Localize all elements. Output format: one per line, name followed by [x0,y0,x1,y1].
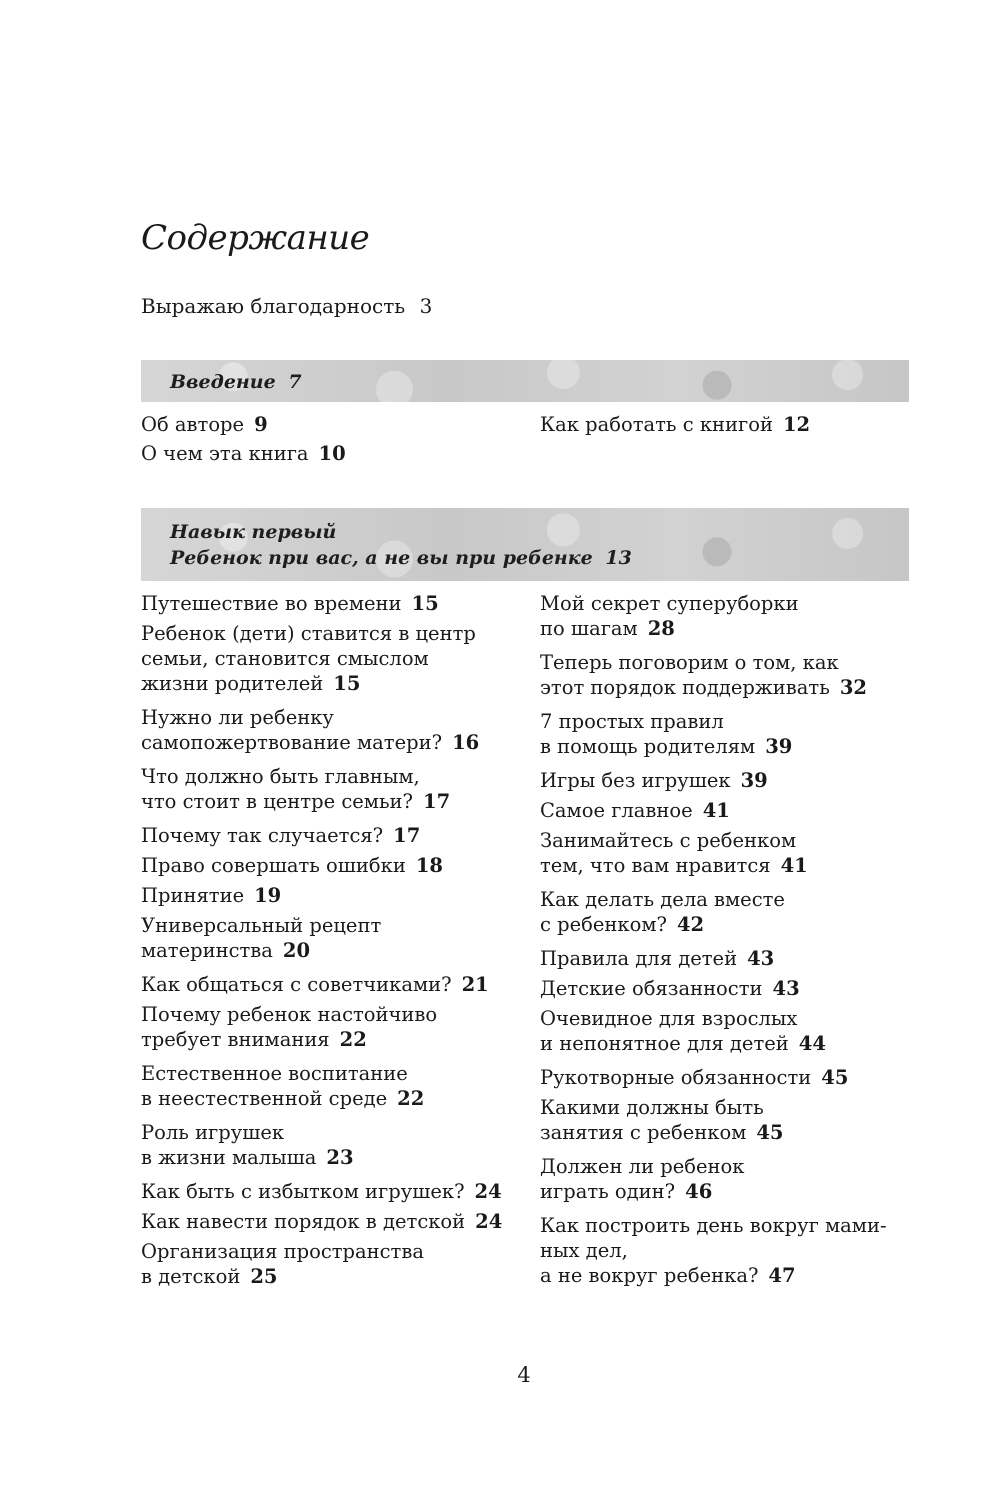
entry-text: семьи, становится смыслом [141,647,429,670]
entry-line [141,823,521,848]
entry-page: 45 [756,1121,784,1144]
entry-line [540,946,920,971]
entry-text: требует внимания [141,1028,330,1051]
entry-page: 47 [768,1264,796,1287]
toc-entry[interactable] [141,441,346,466]
entry-line [540,853,920,878]
entry-line [540,976,920,1001]
entry-line [141,789,521,814]
entry-line [141,913,521,938]
entry-text: а не вокруг ребенка? [540,1264,759,1287]
entry-text: Принятие [141,884,245,907]
entry-page: 28 [647,617,675,640]
section-page: 13 [605,547,632,569]
entry-line [141,1179,521,1204]
entry-text: в помощь родителям [540,735,756,758]
entry-page: 39 [765,735,793,758]
entry-line [141,1027,521,1052]
entry-line [540,1154,920,1179]
entry-line [141,730,521,755]
page-title: Содержание [141,218,370,258]
entry-text: Самое главное [540,799,693,822]
entry-text: Правила для детей [540,947,738,970]
toc-entry[interactable] [540,412,810,437]
toc-entry[interactable] [141,1120,521,1170]
entry-text: с ребенком? [540,913,667,936]
toc-entry[interactable] [540,798,920,823]
entry-page: 15 [333,672,361,695]
entry-text: Какими должны быть [540,1096,764,1119]
entry-line [141,591,521,616]
entry-text: играть один? [540,1180,676,1203]
entry-page: 17 [423,790,451,813]
entry-line [540,1263,920,1288]
entry-page: 43 [772,977,800,1000]
entry-text: занятия с ребенком [540,1121,747,1144]
entry-page: 16 [452,731,480,754]
toc-entry[interactable] [540,1006,920,1056]
entry-text: жизни родителей [141,672,324,695]
entry-line [141,646,521,671]
skill-one-column-left [141,591,521,1298]
entry-text: Ребенок (дети) ставится в центр [141,622,476,645]
section-heading-introduction[interactable] [170,369,302,395]
entry-line [540,709,920,734]
entry-line [141,1002,521,1027]
toc-entry[interactable] [141,705,521,755]
entry-text: этот порядок поддерживать [540,676,830,699]
entry-text: Организация пространства [141,1240,424,1263]
entry-line [540,768,920,793]
entry-line [141,883,521,908]
entry-text: тем, что вам нравится [540,854,771,877]
entry-line [141,1209,521,1234]
entry-page: 9 [254,413,268,436]
toc-entry[interactable] [141,621,521,696]
toc-entry[interactable] [540,1095,920,1145]
toc-entry[interactable] [141,883,521,908]
section-band-introduction [141,360,909,402]
toc-entry[interactable] [141,853,521,878]
toc-entry-acknowledgements[interactable] [141,293,432,319]
entry-page: 39 [740,769,768,792]
entry-line [540,734,920,759]
entry-text: Естественное воспитание [141,1062,408,1085]
toc-entry[interactable] [141,1239,521,1289]
entry-text: 7 простых правил [540,710,724,733]
entry-text: Путешествие во времени [141,592,402,615]
entry-text: Как общаться с советчиками? [141,973,452,996]
entry-text: О чем эта книга [141,442,309,465]
toc-entry[interactable] [141,972,521,997]
entry-page: 12 [782,413,811,436]
entry-page: 25 [250,1265,278,1288]
entry-text: Универсальный рецепт [141,914,382,937]
entry-line [540,591,920,616]
toc-entry[interactable] [141,1061,521,1111]
entry-page: 15 [411,592,439,615]
section-subtitle: Навык первый [170,521,337,543]
entry-line [540,650,920,675]
entry-text: в неестественной среде [141,1087,388,1110]
entry-text: Право совершать ошибки [141,854,406,877]
entry-line [540,1179,920,1204]
entry-line [141,1061,521,1086]
intro-column-left [141,412,346,470]
skill-one-column-right [540,591,920,1297]
toc-entry[interactable] [540,591,920,641]
entry-text: и непонятное для детей [540,1032,789,1055]
entry-line [540,912,920,937]
entry-text: Как навести порядок в детской [141,1210,466,1233]
entry-text: самопожертвование матери? [141,731,443,754]
entry-line [540,616,920,641]
toc-entry[interactable] [540,887,920,937]
entry-text: Почему ребенок настойчиво [141,1003,438,1026]
entry-text: Как быть с избытком игрушек? [141,1180,465,1203]
section-page: 7 [288,371,302,393]
toc-entry[interactable] [540,650,920,700]
entry-text: Об авторе [141,413,245,436]
entry-line [540,1213,920,1238]
entry-text: Что должно быть главным, [141,765,420,788]
entry-line [141,764,521,789]
entry-text: Как делать дела вместе [540,888,785,911]
entry-line [141,972,521,997]
entry-line [141,853,521,878]
entry-text: в детской [141,1265,241,1288]
entry-line [540,1095,920,1120]
entry-text: по шагам [540,617,638,640]
entry-line [141,705,521,730]
entry-text: Должен ли ребенок [540,1155,745,1178]
toc-entry[interactable] [141,764,521,814]
entry-text: Теперь поговорим о том, как [540,651,839,674]
entry-line [540,828,920,853]
toc-entry[interactable] [540,768,920,793]
toc-entry[interactable] [540,1213,920,1288]
entry-text: что стоит в центре семьи? [141,790,414,813]
entry-text: Рукотворные обязанности [540,1066,812,1089]
entry-text: Почему так случается? [141,824,384,847]
entry-page: 22 [397,1087,425,1110]
section-title: Ребенок при вас, а не вы при ребенке [170,547,593,569]
entry-line [141,938,521,963]
entry-text: материнства [141,939,273,962]
toc-entry[interactable] [540,1065,920,1090]
section-heading-skill-one[interactable] [170,519,632,571]
entry-page: 23 [326,1146,354,1169]
toc-entry[interactable] [540,709,920,759]
toc-entry[interactable] [141,591,521,616]
entry-page: 42 [676,913,705,936]
page-number: 4 [517,1363,531,1387]
entry-page: 41 [780,854,808,877]
entry-text: ных дел, [540,1239,628,1262]
section-title: Введение [170,371,276,393]
intro-column-right [540,412,810,437]
toc-entry[interactable] [141,412,346,437]
entry-page: 21 [461,973,489,996]
toc-entry[interactable] [540,828,920,878]
entry-page: 17 [393,824,421,847]
entry-page: 19 [254,884,282,907]
entry-page: 43 [747,947,775,970]
entry-line [540,675,920,700]
entry-text: Игры без игрушек [540,769,731,792]
entry-page: 41 [702,799,730,822]
entry-text: Роль игрушек [141,1121,285,1144]
entry-line [540,1065,920,1090]
entry-page: 3 [419,294,433,318]
entry-text: Как работать с книгой [540,413,773,436]
toc-entry[interactable] [141,1002,521,1052]
entry-page: 24 [475,1210,503,1233]
entry-text: Как построить день вокруг мами- [540,1214,887,1237]
entry-line [540,798,920,823]
section-band-skill-one [141,508,909,581]
toc-entry[interactable] [540,1154,920,1204]
entry-text: Нужно ли ребенку [141,706,334,729]
entry-line [141,1264,521,1289]
toc-entry[interactable] [540,976,920,1001]
entry-line [540,1006,920,1031]
entry-line [141,1145,521,1170]
entry-text: Очевидное для взрослых [540,1007,798,1030]
toc-entry[interactable] [141,913,521,963]
toc-entry[interactable] [141,823,521,848]
entry-line [141,671,521,696]
entry-line [141,1120,521,1145]
entry-line [540,1238,920,1263]
entry-page: 46 [685,1180,713,1203]
toc-entry[interactable] [540,946,920,971]
entry-line [540,1031,920,1056]
entry-page: 10 [318,442,346,465]
toc-entry[interactable] [141,1209,521,1234]
entry-line [540,1120,920,1145]
entry-page: 18 [415,854,443,877]
entry-page: 20 [282,939,311,962]
entry-text: Мой секрет суперуборки [540,592,799,615]
entry-page: 45 [821,1066,849,1089]
entry-text: в жизни малыша [141,1146,317,1169]
entry-page: 22 [339,1028,367,1051]
entry-text: Занимайтесь с ребенком [540,829,797,852]
entry-page: 32 [839,676,867,699]
entry-text: Детские обязанности [540,977,763,1000]
entry-line [141,621,521,646]
entry-text: Выражаю благодарность [141,294,406,318]
entry-line [540,887,920,912]
entry-line [141,1086,521,1111]
entry-page: 24 [474,1180,502,1203]
entry-line [141,1239,521,1264]
toc-entry[interactable] [141,1179,521,1204]
entry-page: 44 [798,1032,826,1055]
